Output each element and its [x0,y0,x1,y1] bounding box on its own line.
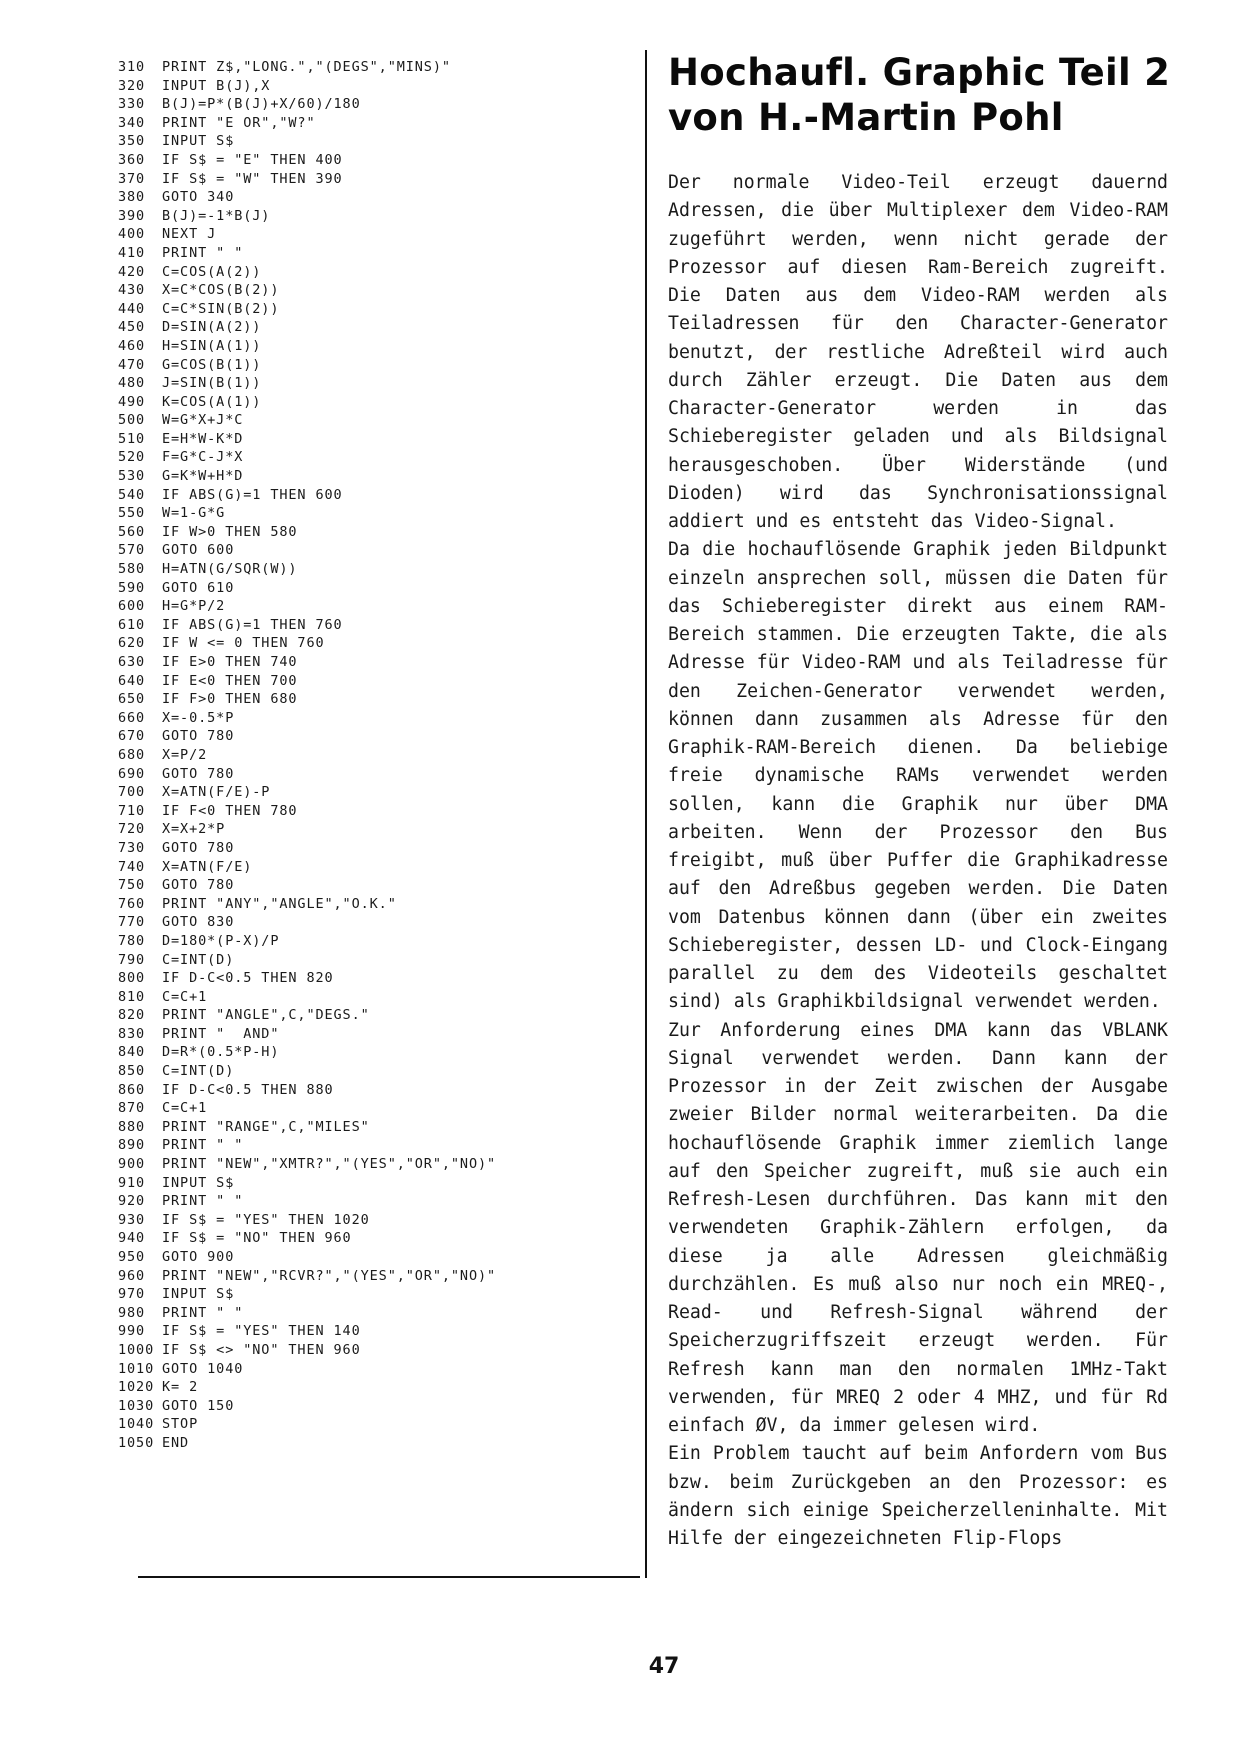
line-number: 1050 [118,1434,155,1451]
line-code: IF S$ <> "NO" THEN 960 [162,1341,361,1358]
code-line [118,597,638,616]
line-number: 840 [118,1044,146,1061]
code-line [118,1155,638,1174]
line-number: 710 [118,802,146,819]
line-number: 930 [118,1211,146,1228]
line-number: 670 [118,728,146,745]
code-line [118,951,638,970]
line-number: 500 [118,412,146,429]
line-code: IF D-C<0.5 THEN 820 [162,970,334,987]
code-line [118,1415,638,1434]
line-number: 950 [118,1249,146,1265]
line-code: GOTO 830 [162,914,235,931]
article-title [668,50,1188,140]
line-number: 580 [118,561,146,578]
line-code: C=INT(D) [162,1063,235,1080]
line-code: K=COS(A(1)) [162,393,262,410]
line-code: GOTO 780 [162,877,235,894]
line-code: NEXT J [162,226,217,243]
line-code: IF E>0 THEN 740 [162,654,298,670]
line-code: IF S$ = "W" THEN 390 [162,170,343,187]
line-code: IF F>0 THEN 680 [162,691,298,708]
line-number: 360 [118,151,146,168]
code-line [118,709,638,728]
line-number: 380 [118,189,146,206]
line-code: H=SIN(A(1)) [162,337,262,354]
code-line [118,895,638,914]
code-line [118,1322,638,1341]
line-code: PRINT " " [162,1137,244,1154]
line-code: X=ATN(F/E) [162,858,253,875]
code-line [118,1211,638,1230]
line-number: 640 [118,672,146,689]
line-number: 810 [118,988,146,1005]
line-code: PRINT "RANGE",C,"MILES" [162,1118,370,1135]
code-line [118,1043,638,1062]
code-line [118,225,638,244]
line-code: X=ATN(F/E)-P [162,784,271,801]
listing-bottom-rule [138,1576,640,1578]
line-code: IF ABS(G)=1 THEN 760 [162,616,343,633]
code-line [118,411,638,430]
line-code: PRINT Z$,"LONG.","(DEGS","MINS)" [162,59,451,75]
line-code: PRINT "NEW","XMTR?","(YES","OR","NO)" [162,1156,497,1173]
line-code: W=G*X+J*C [162,412,244,429]
line-number: 660 [118,709,146,726]
code-line [118,58,638,77]
line-code: G=COS(B(1)) [162,356,262,373]
line-number: 340 [118,114,146,131]
code-line [118,1285,638,1304]
line-number: 530 [118,468,146,485]
code-line [118,1192,638,1211]
line-code: IF W <= 0 THEN 760 [162,635,325,652]
line-code: IF F<0 THEN 780 [162,802,298,819]
line-number: 570 [118,542,146,559]
line-code: PRINT "ANGLE",C,"DEGS." [162,1007,370,1024]
line-number: 460 [118,337,146,354]
line-number: 650 [118,691,146,708]
code-line [118,969,638,988]
line-code: X=P/2 [162,746,208,763]
line-code: X=C*COS(B(2)) [162,282,280,299]
line-number: 730 [118,839,146,856]
code-line [118,820,638,839]
code-line [118,504,638,523]
line-code: IF S$ = "NO" THEN 960 [162,1230,352,1247]
code-line [118,1099,638,1118]
line-number: 770 [118,914,146,931]
line-code: GOTO 1040 [162,1360,244,1377]
code-line [118,579,638,598]
line-number: 350 [118,133,146,150]
line-number: 820 [118,1007,146,1024]
line-number: 790 [118,951,146,968]
line-code: GOTO 610 [162,579,235,596]
code-line [118,783,638,802]
line-code: PRINT " AND" [162,1025,280,1042]
paragraph: Da die hochauflösende Graphik jeden Bildpunkt einzeln ansprechen soll, müssen die Daten für das Schieberegister direkt aus einem RAM-Bereich stammen. Die erzeugten Takte, die als Adresse für Video-RAM und als Teiladresse für den Zeichen-Generator verwendet werden, können dann zusammen als Adresse für den Graphik-RAM-Bereich dienen. Da beliebige freie dynamische RAMs verwendet werden sollen, kann die Graphik nur über DMA arbeiten. Wenn der Prozessor den Bus freigibt, muß über Puffer die Graphikadresse auf den Adreßbus gegeben werden. Die Daten vom Datenbus können dann (über ein zweites Schieberegister, dessen LD- und Clock-Eingang parallel zu dem des Videoteils geschaltet sind) als Graphikbildsignal verwendet werden. [668,539,1168,1013]
code-line [118,188,638,207]
paragraph: Der normale Video-Teil erzeugt dauernd Adressen, die über Multiplexer dem Video-RAM zugeführt werden, wenn nicht gerade der Prozessor auf diesen Ram-Bereich zugreift. Die Daten aus dem Video-RAM werden als Teiladressen für den Character-Generator benutzt, der restliche Adreßteil wird auch durch Zähler erzeugt. Die Daten aus dem Character-Generator werden in das Schieberegister geladen und als Bildsignal herausgeschoben. Über Widerstände (und Dioden) wird das Synchronisationssignal addiert und es entsteht das Video-Signal. [668,172,1168,532]
line-code: END [162,1434,190,1451]
code-line [118,430,638,449]
title-line-1: Hochaufl. Graphic Teil 2 [668,51,1171,94]
line-number: 600 [118,598,146,615]
line-code: PRINT " " [162,1193,244,1210]
paragraph: Zur Anforderung eines DMA kann das VBLANK Signal verwendet werden. Dann kann der Prozessor in der Zeit zwischen der Ausgabe zweier Bilder normal weiterarbeiten. Da die hochauflösende Graphik immer ziemlich lange auf den Speicher zugreift, muß sie auch ein Refresh-Lesen durchführen. Das kann mit den verwendeten Graphik-Zählern erfolgen, da diese ja alle Adressen gleichmäßig durchzählen. Es muß also nur noch ein MREQ-, Read- und Refresh-Signal während der Speicherzugriffszeit erzeugt werden. Für Refresh kann man den normalen 1MHz-Takt verwenden, für MREQ 2 oder 4 MHZ, und für Rd einfach ØV, da immer gelesen wird. [668,1019,1168,1436]
code-line [118,765,638,784]
code-line [118,802,638,821]
line-code: X=X+2*P [162,821,226,838]
line-code: INPUT S$ [162,1286,235,1303]
line-code: PRINT "NEW","RCVR?","(YES","OR","NO)" [162,1267,497,1284]
line-number: 430 [118,282,146,299]
line-number: 1000 [118,1341,155,1358]
line-number: 940 [118,1230,146,1247]
title-line-2: von H.-Martin Pohl [668,96,1064,139]
line-code: C=INT(D) [162,951,235,968]
line-code: IF S$ = "YES" THEN 140 [162,1323,361,1340]
code-line [118,1062,638,1081]
code-line [118,300,638,319]
line-code: GOTO 600 [162,542,235,559]
line-number: 470 [118,356,146,373]
code-line [118,170,638,189]
line-number: 450 [118,319,146,336]
line-number: 590 [118,579,146,596]
code-line [118,523,638,542]
line-number: 510 [118,430,146,447]
line-number: 1040 [118,1416,155,1433]
line-code: K= 2 [162,1379,199,1396]
code-line [118,858,638,877]
line-code: IF W>0 THEN 580 [162,523,298,540]
line-number: 870 [118,1100,146,1117]
line-number: 880 [118,1118,146,1135]
code-line [118,727,638,746]
line-code: C=C*SIN(B(2)) [162,300,280,317]
column-divider [645,50,647,1578]
code-line [118,151,638,170]
line-number: 390 [118,207,146,224]
line-number: 1030 [118,1397,155,1414]
line-code: GOTO 780 [162,839,235,856]
line-code: B(J)=P*(B(J)+X/60)/180 [162,96,361,113]
line-number: 680 [118,746,146,763]
line-number: 550 [118,505,146,522]
line-code: PRINT " " [162,244,244,261]
line-code: INPUT S$ [162,1174,235,1191]
line-number: 440 [118,300,146,317]
code-line [118,356,638,375]
line-number: 370 [118,170,146,187]
line-number: 320 [118,77,146,94]
code-line [118,672,638,691]
line-code: PRINT "ANY","ANGLE","O.K." [162,895,397,912]
line-number: 860 [118,1081,146,1098]
line-number: 630 [118,654,146,670]
code-line [118,746,638,765]
line-code: G=K*W+H*D [162,468,244,485]
line-number: 420 [118,263,146,280]
code-line [118,374,638,393]
line-code: PRINT "E OR","W?" [162,114,316,131]
line-code: IF D-C<0.5 THEN 880 [162,1081,334,1098]
line-number: 560 [118,523,146,540]
line-number: 850 [118,1063,146,1080]
code-line [118,1304,638,1323]
line-number: 540 [118,486,146,503]
line-number: 960 [118,1267,146,1284]
line-code: GOTO 900 [162,1249,235,1265]
line-number: 700 [118,784,146,801]
code-line [118,839,638,858]
line-number: 720 [118,821,146,838]
line-number: 610 [118,616,146,633]
line-code: GOTO 340 [162,189,235,206]
code-line [118,1118,638,1137]
line-number: 620 [118,635,146,652]
line-number: 520 [118,449,146,466]
code-line [118,337,638,356]
line-number: 490 [118,393,146,410]
basic-program-listing [118,58,638,1453]
line-code: D=SIN(A(2)) [162,319,262,336]
line-number: 750 [118,877,146,894]
code-line [118,1229,638,1248]
line-number: 690 [118,765,146,782]
line-number: 310 [118,59,146,75]
line-code: STOP [162,1416,199,1433]
code-line [118,132,638,151]
line-number: 800 [118,970,146,987]
page-number: 47 [648,1654,680,1679]
code-line [118,281,638,300]
line-number: 480 [118,375,146,392]
code-line [118,467,638,486]
line-code: INPUT S$ [162,133,235,150]
line-code: C=C+1 [162,988,208,1005]
line-number: 780 [118,932,146,949]
code-line [118,114,638,133]
code-line [118,913,638,932]
line-code: H=ATN(G/SQR(W)) [162,561,298,578]
line-number: 990 [118,1323,146,1340]
line-code: E=H*W-K*D [162,430,244,447]
line-code: B(J)=-1*B(J) [162,207,271,224]
code-line [118,448,638,467]
line-code: GOTO 780 [162,765,235,782]
code-line [118,1397,638,1416]
line-number: 980 [118,1304,146,1321]
code-line [118,1341,638,1360]
line-code: GOTO 780 [162,728,235,745]
code-line [118,244,638,263]
line-code: GOTO 150 [162,1397,235,1414]
line-number: 970 [118,1286,146,1303]
line-code: PRINT " " [162,1304,244,1321]
code-line [118,560,638,579]
code-line [118,77,638,96]
line-code: J=SIN(B(1)) [162,375,262,392]
code-line [118,1360,638,1379]
code-line [118,263,638,282]
code-line [118,207,638,226]
code-line [118,988,638,1007]
code-line [118,1081,638,1100]
code-line [118,393,638,412]
code-line [118,1434,638,1453]
line-code: C=C+1 [162,1100,208,1117]
code-line [118,541,638,560]
line-code: INPUT B(J),X [162,77,271,94]
line-number: 400 [118,226,146,243]
line-number: 1020 [118,1379,155,1396]
article-body [668,169,1168,1553]
line-number: 410 [118,244,146,261]
line-number: 920 [118,1193,146,1210]
code-line [118,634,638,653]
code-line [118,1248,638,1267]
code-line [118,932,638,951]
line-code: W=1-G*G [162,505,226,522]
code-line [118,1025,638,1044]
code-line [118,486,638,505]
line-code: F=G*C-J*X [162,449,244,466]
line-number: 1010 [118,1360,155,1377]
line-number: 830 [118,1025,146,1042]
line-code: IF ABS(G)=1 THEN 600 [162,486,343,503]
code-line [118,1378,638,1397]
code-line [118,318,638,337]
code-line [118,690,638,709]
line-number: 330 [118,96,146,113]
line-number: 900 [118,1156,146,1173]
code-line [118,1267,638,1286]
line-code: H=G*P/2 [162,598,226,615]
code-line [118,616,638,635]
code-line [118,653,638,672]
line-number: 890 [118,1137,146,1154]
code-line [118,95,638,114]
line-number: 760 [118,895,146,912]
code-line [118,1006,638,1025]
paragraph: Ein Problem taucht auf beim Anfordern vom Bus bzw. beim Zurückgeben an den Prozessor: es ändern sich einige Speicherzelleninhalte. Mit Hilfe der eingezeichneten Flip-Flops [668,1443,1168,1549]
code-line [118,1174,638,1193]
code-line [118,876,638,895]
line-code: IF E<0 THEN 700 [162,672,298,689]
line-number: 740 [118,858,146,875]
line-code: C=COS(A(2)) [162,263,262,280]
code-line [118,1136,638,1155]
line-code: D=R*(0.5*P-H) [162,1044,280,1061]
line-number: 910 [118,1174,146,1191]
line-code: IF S$ = "E" THEN 400 [162,151,343,168]
line-code: D=180*(P-X)/P [162,932,280,949]
line-code: X=-0.5*P [162,709,235,726]
line-code: IF S$ = "YES" THEN 1020 [162,1211,370,1228]
